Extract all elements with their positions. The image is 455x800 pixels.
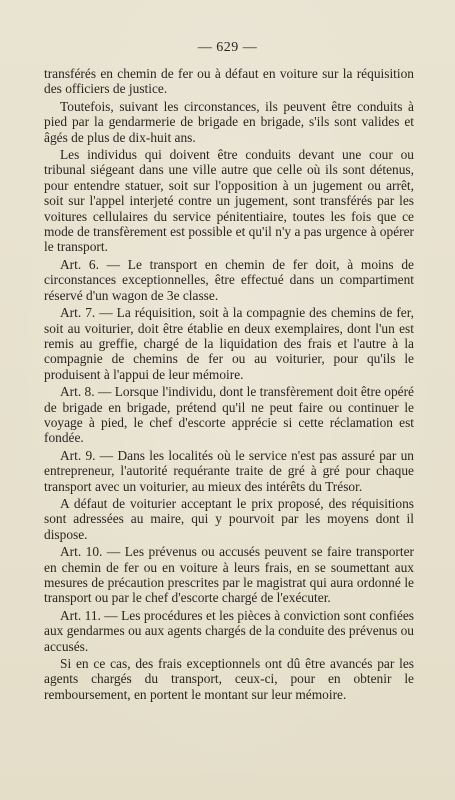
page-number: — 629 — — [197, 40, 258, 55]
paragraph-defaut-voiturier: A défaut de voiturier acceptant le prix proposé, des réquisitions sont adressées au maire, qui y pourvoit par les moyens dont il dispose. — [44, 495, 414, 542]
paragraph-art-7: Art. 7. — La réquisition, soit à la compagnie des chemins de fer, soit au voiturier, doit être établie en deux exemplaires, dont l'un est remis au greffie, chargé de la liquidation des frais et l'autre à la compagnie de chemins de fer ou au voiturier, pour qu'ils le produisent à l'appui de leur mémoire. — [44, 305, 414, 382]
paragraph-art-11: Art. 11. — Les procédures et les pièces à conviction sont confiées aux gendarmes ou aux agents chargés de la conduite des prévenus ou accusés. — [44, 607, 414, 654]
paragraph-art-6: Art. 6. — Le transport en chemin de fer doit, à moins de circonstances exceptionnelles, être effectué dans un compartiment réservé d'un wagon de 3e classe. — [44, 256, 414, 303]
paragraph-frais-exceptionnels: Si en ce cas, des frais exceptionnels ont dû être avancés par les agents chargés du transport, ceux-ci, pour en obtenir le remboursement, en portent le montant sur leur mémoire. — [44, 656, 414, 702]
paragraph-individus: Les individus qui doivent être conduits devant une cour ou tribunal siégeant dans une ville autre que celle où ils sont détenus, pour entendre statuer, soit sur l'opposition à un jugement ou arrêt, soit sur l'appel interjeté contre un jugement, sont transférés par les voitures cellulaires du service pénitentiaire, toutes les fois que ce mode de transfèrement est possible et qu'il n'y a pas urgence à opérer le transport. — [44, 147, 414, 255]
paragraph-art-8: Art. 8. — Lorsque l'individu, dont le transfèrement doit être opéré de brigade en brigade, prétend qu'il ne peut faire ou continuer le voyage à pied, le chef d'escorte apprécie si cette réclamation est fondée. — [44, 384, 414, 446]
paragraph-art-10: Art. 10. — Les prévenus ou accusés peuvent se faire transporter en chemin de fer ou en voiture à leurs frais, en se soumettant aux mesures de précaution prescrites par le magistrat qui aura ordonné le transport ou par le chef d'escorte chargé de l'exécuter. — [44, 544, 414, 606]
paragraph-continuation: transférés en chemin de fer ou à défaut en voiture sur la réquisition des officiers de justice. — [44, 66, 414, 97]
page-body — [44, 66, 414, 704]
paragraph-toutefois: Toutefois, suivant les circonstances, ils peuvent être conduits à pied par la gendarmerie de brigade en brigade, s'ils sont valides et âgés de plus de dix-huit ans. — [44, 98, 414, 145]
paragraph-art-9: Art. 9. — Dans les localités où le service n'est pas assuré par un entrepreneur, l'autorité requérante traite de gré à gré pour chaque transport avec un voiturier, au mieux des intérêts du Trésor. — [44, 447, 414, 494]
